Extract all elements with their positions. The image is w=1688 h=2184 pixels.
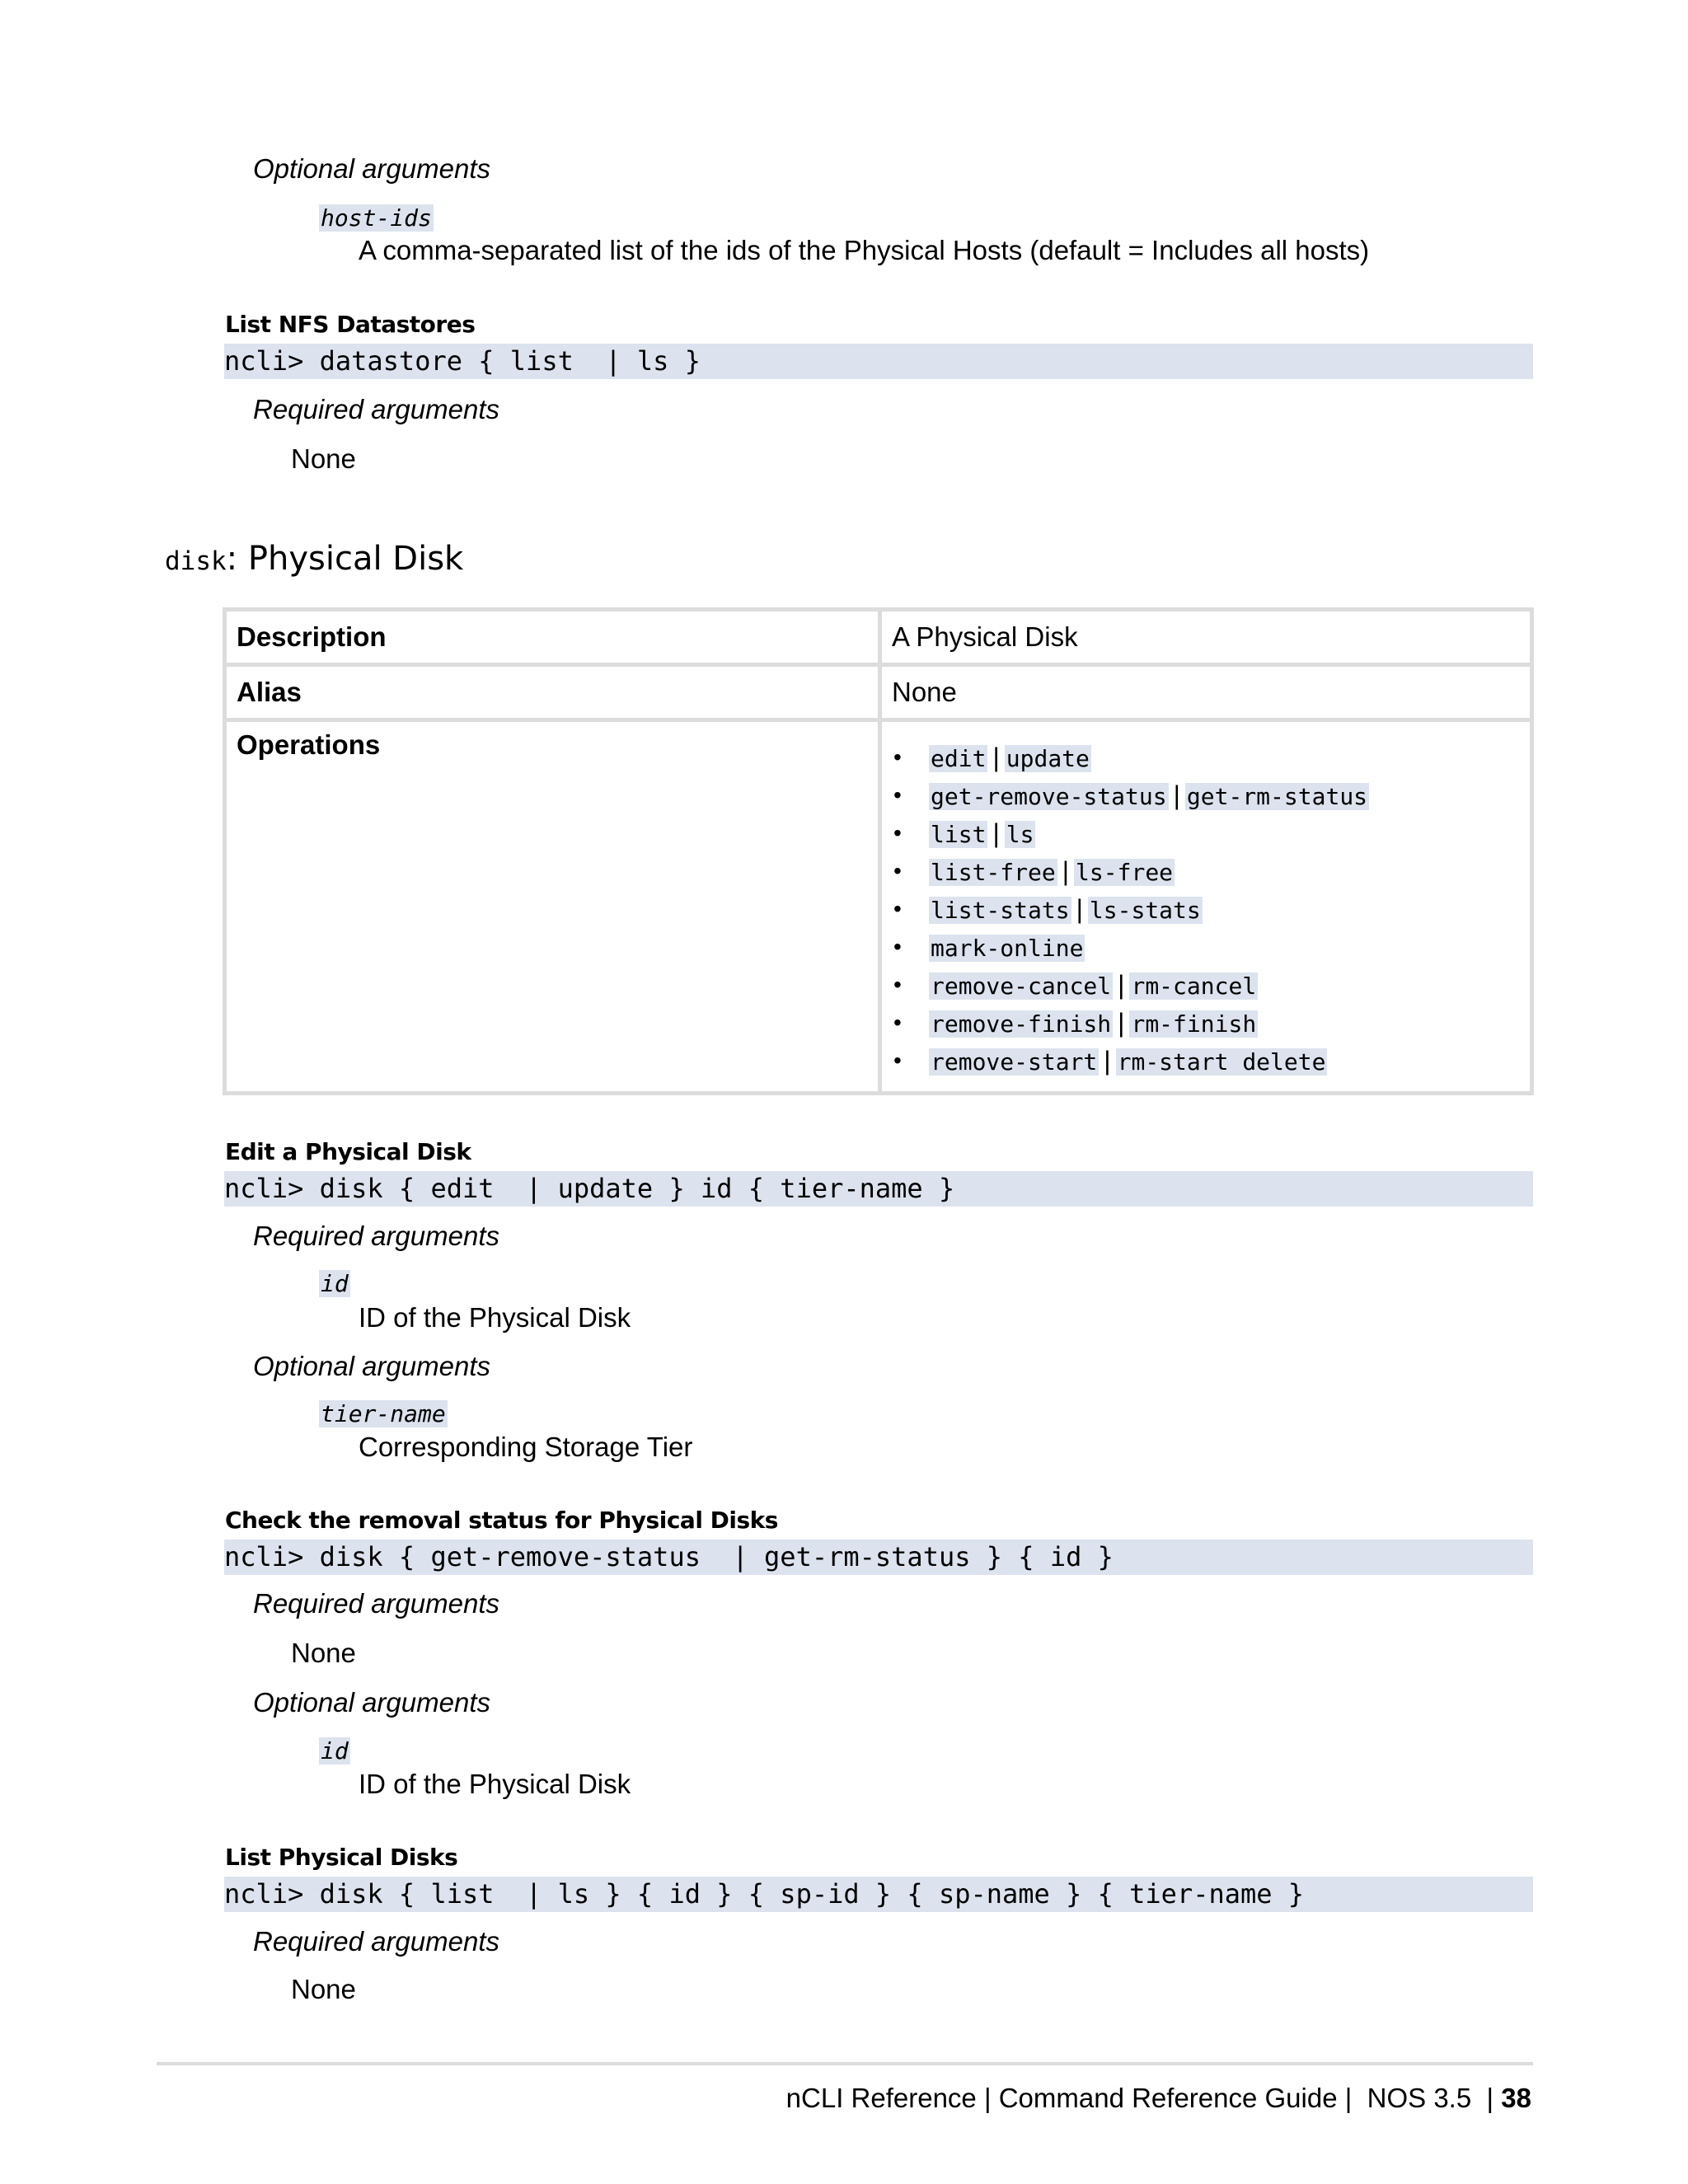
id-arg: id (321, 1737, 349, 1765)
argument-name (319, 1737, 350, 1765)
argument-name (319, 204, 434, 232)
required-value: None (291, 1974, 356, 2004)
operation-alias: rm-finish (1131, 1010, 1257, 1038)
section-heading: Check the removal status for Physical Disks (225, 1507, 778, 1534)
description-value: A Physical Disk (880, 610, 1532, 665)
argument-description: ID of the Physical Disk (359, 1769, 631, 1799)
operation-name: list (931, 821, 987, 848)
page-footer (786, 2083, 1531, 2114)
separator: | (1076, 894, 1083, 924)
list-item (892, 852, 1520, 890)
list-item (892, 928, 1520, 966)
separator: | (1118, 970, 1125, 1000)
operation-alias: ls (1006, 821, 1034, 848)
operation-name: mark-online (931, 935, 1084, 962)
operation-alias: ls-free (1076, 859, 1174, 886)
alias-value: None (880, 665, 1532, 720)
entity-title-text: : Physical Disk (226, 540, 464, 578)
separator: | (1118, 1008, 1125, 1038)
operation-alias: ls-stats (1089, 897, 1201, 924)
operation-name: remove-finish (931, 1010, 1112, 1038)
table-row (225, 610, 1532, 665)
command-line: ncli> disk { edit | update } id { tier-name } (224, 1171, 1533, 1207)
required-value: None (291, 1638, 356, 1668)
list-item (892, 1004, 1520, 1042)
list-item (892, 966, 1520, 1004)
required-arguments-label: Required arguments (253, 394, 499, 424)
optional-arguments-label: Optional arguments (253, 1351, 490, 1381)
argument-description: A comma-separated list of the ids of the Physical Hosts (default = Includes all hosts) (359, 235, 1370, 265)
operation-name: remove-cancel (931, 972, 1112, 1000)
operation-alias: rm-cancel (1131, 972, 1257, 1000)
list-item (892, 890, 1520, 928)
required-arguments-label: Required arguments (253, 1926, 499, 1957)
list-item (892, 738, 1520, 776)
operation-alias: get-rm-status (1186, 783, 1368, 810)
command-line: ncli> disk { list | ls } { id } { sp-id } { sp-name } { tier-name } (224, 1877, 1533, 1912)
argument-name (319, 1270, 350, 1297)
operation-name: list-stats (931, 897, 1070, 924)
separator: | (992, 818, 1000, 848)
required-arguments-label: Required arguments (253, 1588, 499, 1619)
entity-info-table (223, 607, 1534, 1095)
section-heading: List NFS Datastores (225, 311, 476, 338)
id-arg: id (321, 1270, 349, 1297)
table-row (225, 665, 1532, 720)
operation-alias: update (1006, 745, 1090, 772)
alias-key: Alias (225, 665, 880, 720)
entity-code: disk (165, 546, 227, 576)
operations-value (880, 720, 1532, 1094)
list-item (892, 776, 1520, 814)
list-item (892, 814, 1520, 852)
separator: | (1062, 856, 1070, 886)
list-item (892, 1042, 1520, 1080)
required-value: None (291, 443, 356, 474)
argument-name (319, 1400, 448, 1427)
footer-divider (157, 2062, 1533, 2065)
host-ids-arg: host-ids (321, 204, 432, 232)
required-arguments-label: Required arguments (253, 1221, 499, 1251)
page-number: 38 (1501, 2083, 1531, 2113)
argument-description: Corresponding Storage Tier (359, 1432, 693, 1462)
separator: | (1104, 1046, 1111, 1076)
optional-arguments-label: Optional arguments (253, 1687, 490, 1718)
operations-key: Operations (225, 720, 880, 1094)
section-heading: Edit a Physical Disk (225, 1138, 471, 1165)
command-line: ncli> datastore { list | ls } (224, 344, 1533, 379)
section-heading: List Physical Disks (225, 1844, 458, 1871)
separator: | (992, 743, 1000, 772)
optional-arguments-label: Optional arguments (253, 153, 490, 184)
tier-name-arg: tier-name (321, 1400, 446, 1427)
operations-list (892, 738, 1520, 1080)
operation-name: list-free (931, 859, 1056, 886)
operation-name: edit (931, 745, 987, 772)
operation-name: get-remove-status (931, 783, 1167, 810)
footer-text: nCLI Reference | Command Reference Guide | NOS 3.5 | (785, 2083, 1502, 2113)
separator: | (1173, 780, 1180, 810)
entity-title (165, 540, 463, 578)
operation-name: remove-start (931, 1048, 1098, 1076)
command-line: ncli> disk { get-remove-status | get-rm-status } { id } (224, 1540, 1533, 1575)
description-key: Description (225, 610, 880, 665)
table-row (225, 720, 1532, 1094)
operation-alias: rm-start delete (1117, 1048, 1326, 1076)
argument-description: ID of the Physical Disk (359, 1302, 631, 1333)
